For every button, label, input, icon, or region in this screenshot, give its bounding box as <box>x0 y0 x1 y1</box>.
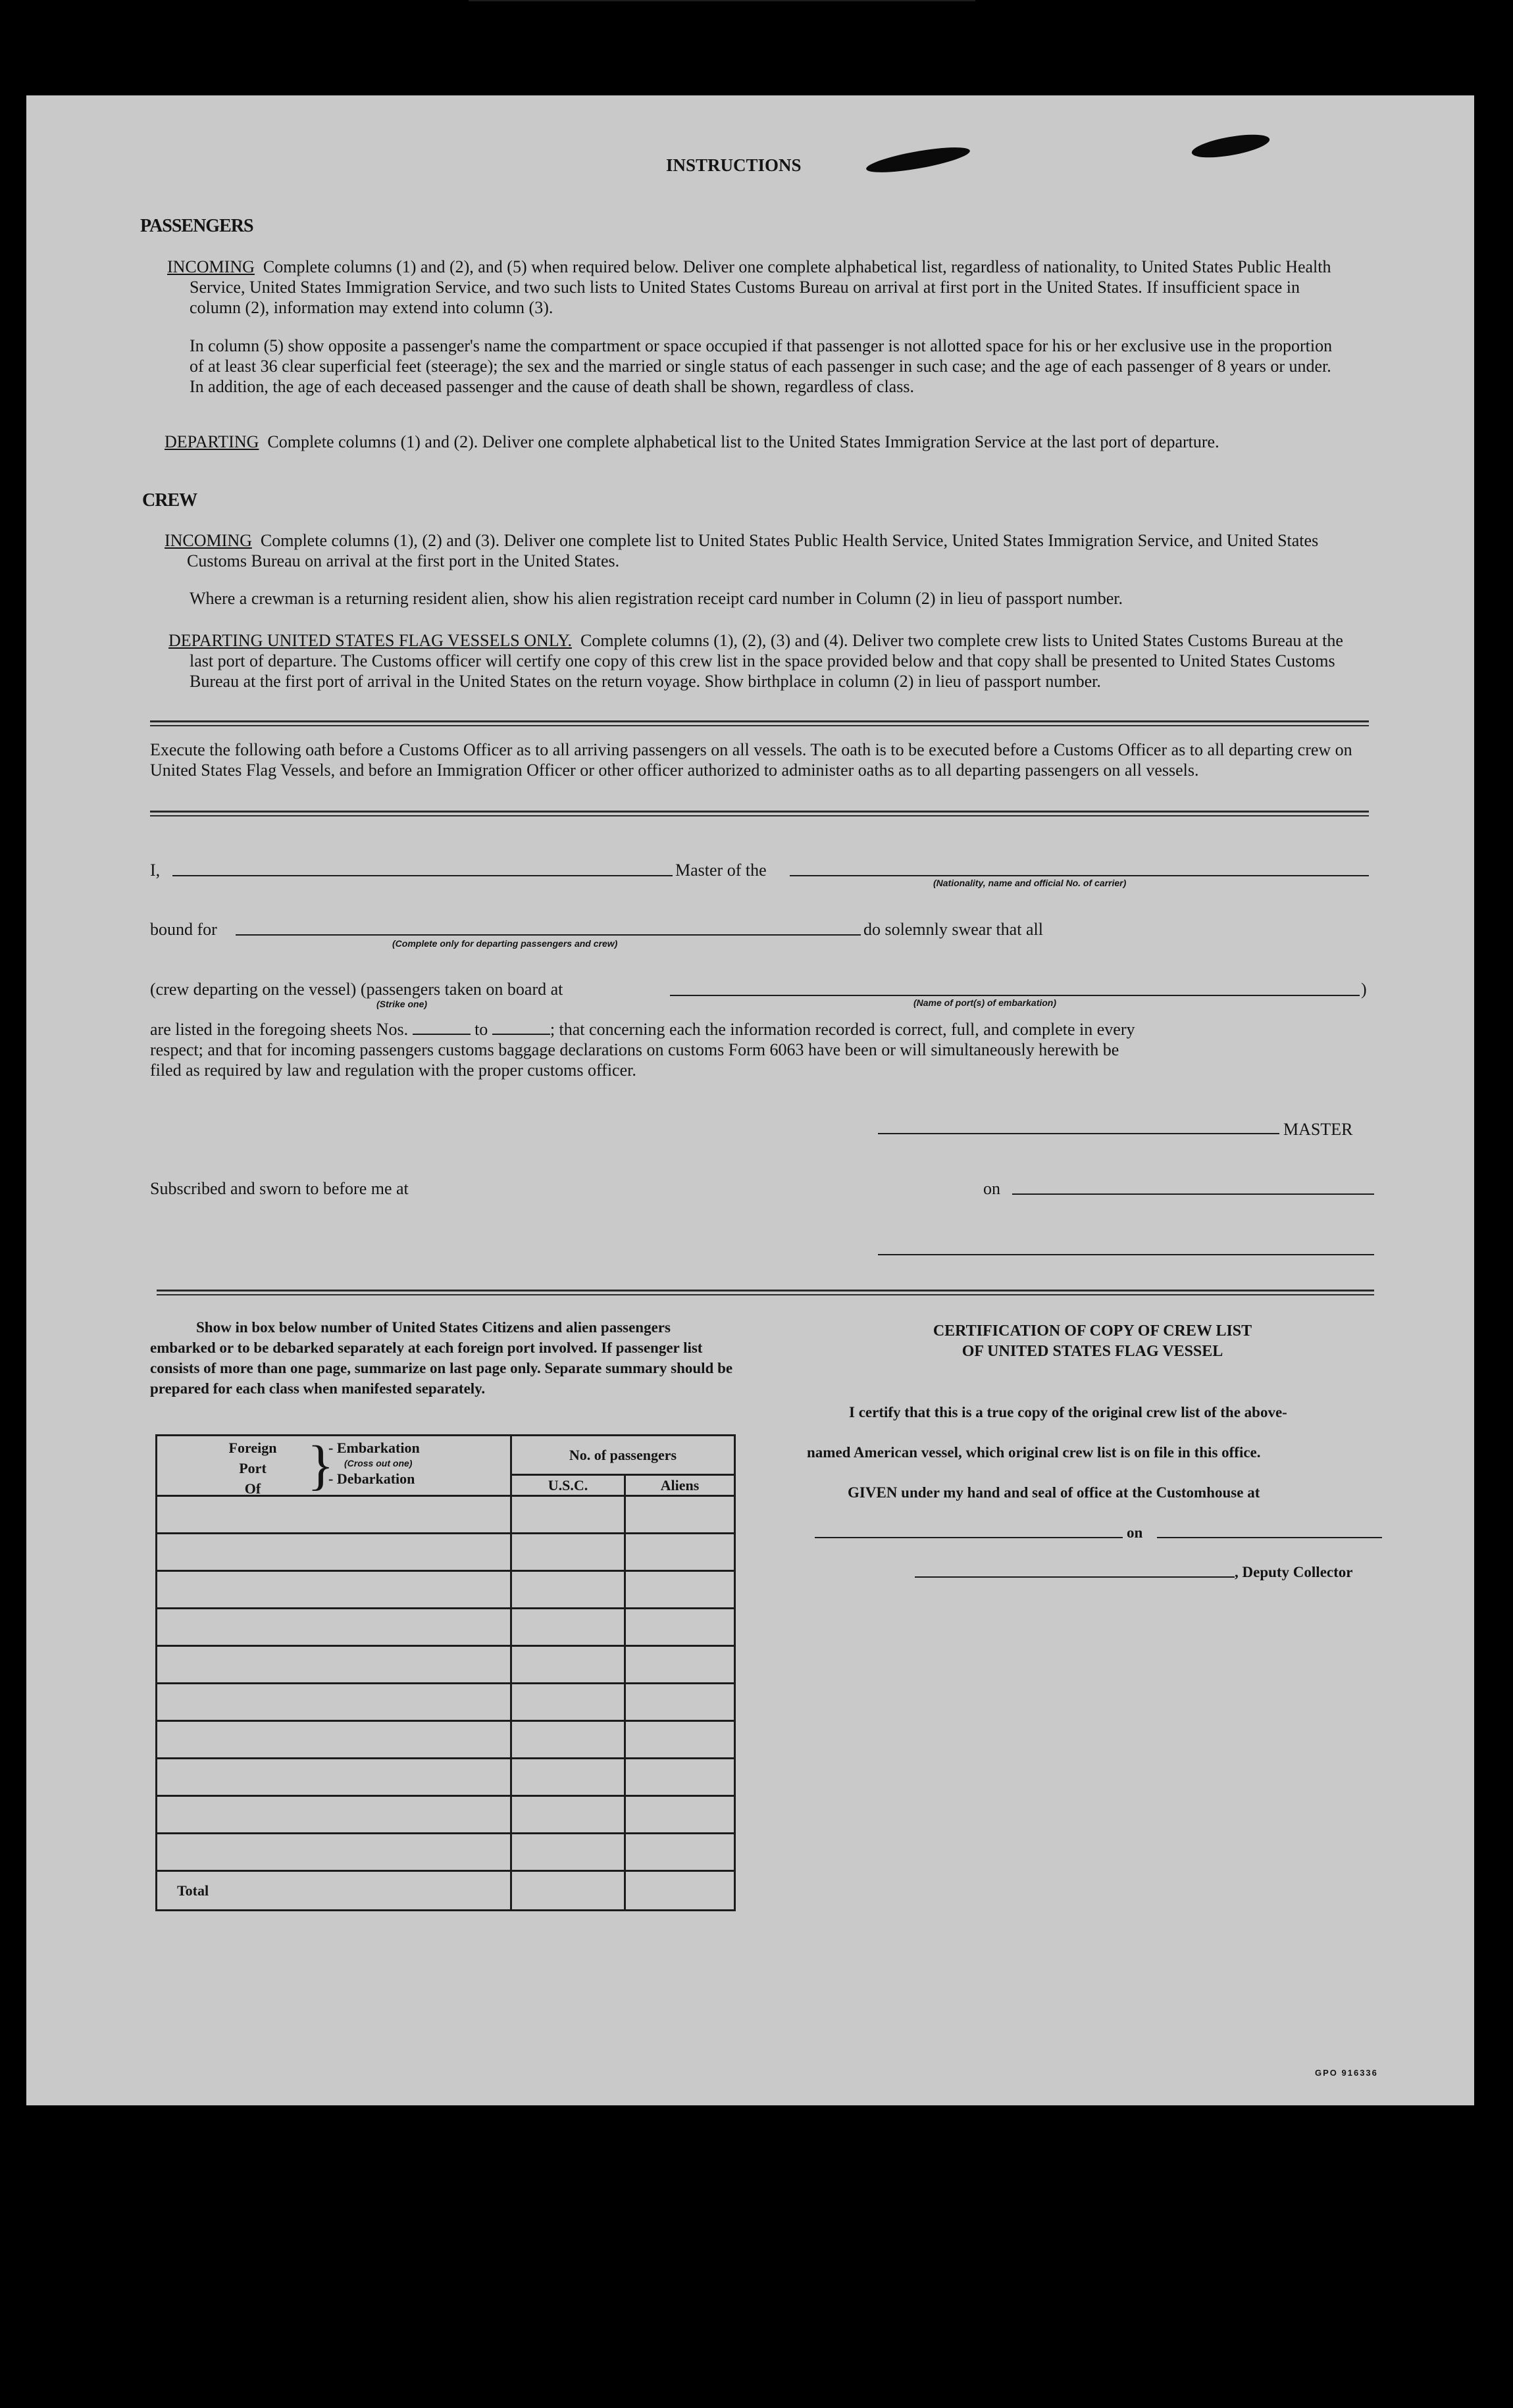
crew-departing-label: DEPARTING UNITED STATES FLAG VESSELS ONLY. <box>168 631 572 650</box>
table-row <box>157 1646 735 1684</box>
debarkation-label: - Debarkation <box>328 1470 415 1487</box>
no-passengers-header: No. of passengers <box>511 1436 735 1475</box>
table-row <box>157 1684 735 1721</box>
aliens-cell[interactable] <box>625 1609 735 1646</box>
crew-incoming <box>165 530 1345 571</box>
passengers-departing <box>165 432 1345 452</box>
oath-instruction: Execute the following oath before a Customs Officer as to all arriving passengers on all vessels. The oath is to be executed before a Customs Officer as to all departing crew on United States Flag Vessels, and before an Immigration Officer or other officer authorized to administer oaths as to all departing passengers on all vessels. <box>150 740 1352 780</box>
incoming-label: INCOMING <box>167 257 255 276</box>
table-row <box>157 1796 735 1834</box>
incoming-text: Complete columns (1) and (2), and (5) when required below. Deliver one complete alphabetical list, regardless of nationality, to United States Public Health Service, United States Immigration Service, and two such lists to United States Customs Bureau on arrival at first port in the United States. If insufficient space in column (2), information may extend into column (3). <box>190 257 1331 317</box>
sheet-from-field[interactable] <box>413 1019 471 1035</box>
nationality-hint: (Nationality, name and official No. of carrier) <box>933 878 1127 888</box>
subscribed-label: Subscribed and sworn to before me at <box>150 1179 409 1198</box>
port-cell[interactable] <box>157 1721 511 1759</box>
page-title: INSTRUCTIONS <box>666 155 802 175</box>
port-cell[interactable] <box>157 1571 511 1609</box>
crew-departing-text: Complete columns (1), (2), (3) and (4). Deliver two complete crew lists to United States Customs Bureau at the last port of departure. The Customs officer will certify one copy of this crew list in the space provided below and that copy shall be presented to United States Customs Bureau at the first port of arrival in the United States on the return voyage. Show birthplace in column (2) in lieu of passport number. <box>190 631 1343 691</box>
divider <box>157 1290 1374 1295</box>
usc-cell[interactable] <box>511 1496 625 1534</box>
departing-label: DEPARTING <box>165 432 259 451</box>
cert-line1: I certify that this is a true copy of the original crew list of the above- <box>849 1404 1287 1420</box>
passenger-summary-table <box>155 1434 736 1911</box>
total-usc-cell[interactable] <box>511 1871 625 1911</box>
divider <box>150 811 1369 816</box>
port-cell[interactable] <box>157 1496 511 1534</box>
crew-departing <box>168 630 1345 691</box>
port-cell[interactable] <box>157 1609 511 1646</box>
usc-cell[interactable] <box>511 1646 625 1684</box>
sworn-on-label: on <box>983 1179 1000 1198</box>
deputy-collector-label: , Deputy Collector <box>1235 1564 1353 1580</box>
port-hint: (Name of port(s) of embarkation) <box>913 997 1057 1008</box>
close-paren: ) <box>1361 980 1367 999</box>
usc-cell[interactable] <box>511 1834 625 1871</box>
aliens-cell[interactable] <box>625 1721 735 1759</box>
oath-line2: respect; and that for incoming passengers customs baggage declarations on customs Form 6063 have been or will simultaneously herewith be <box>150 1040 1119 1059</box>
crew-resident: Where a crewman is a returning resident alien, show his alien registration receipt card number in Column (2) in lieu of passport number. <box>190 589 1123 608</box>
port-cell[interactable] <box>157 1834 511 1871</box>
divider <box>150 720 1369 726</box>
officer-signature-field[interactable] <box>878 1254 1374 1255</box>
port-cell[interactable] <box>157 1796 511 1834</box>
usc-cell[interactable] <box>511 1534 625 1571</box>
table-row <box>157 1571 735 1609</box>
total-label: Total <box>157 1871 511 1911</box>
master-label: MASTER <box>1283 1120 1353 1139</box>
cross-out-hint: (Cross out one) <box>344 1458 413 1468</box>
crew-departing-label-line: (crew departing on the vessel) (passengers taken on board at <box>150 980 563 999</box>
passengers-heading: PASSENGERS <box>140 216 253 236</box>
aliens-cell[interactable] <box>625 1834 735 1871</box>
summary-instructions: Show in box below number of United States Citizens and alien passengers embarked or to be debarked separately at each foreign port involved. If passenger list consists of more than one page, summarize on last page only. Separate summary should be prepared for each class when manifested separately. <box>150 1319 733 1397</box>
usc-cell[interactable] <box>511 1759 625 1796</box>
brace-icon: } <box>307 1435 334 1496</box>
deputy-signature-field[interactable] <box>915 1576 1235 1578</box>
port-cell[interactable] <box>157 1684 511 1721</box>
crew-incoming-label: INCOMING <box>165 531 252 550</box>
master-name-field[interactable] <box>172 875 673 876</box>
usc-cell[interactable] <box>511 1609 625 1646</box>
cert-on-label: on <box>1127 1524 1143 1541</box>
certification-title <box>796 1321 1389 1362</box>
of-label: Of <box>244 1480 261 1497</box>
foreign-label: Foreign <box>228 1440 277 1456</box>
embarkation-label: - Embarkation <box>328 1440 420 1456</box>
aliens-cell[interactable] <box>625 1534 735 1571</box>
table-row <box>157 1496 735 1534</box>
usc-cell[interactable] <box>511 1796 625 1834</box>
aliens-header: Aliens <box>625 1475 735 1496</box>
sworn-place-field[interactable] <box>469 0 975 1</box>
aliens-cell[interactable] <box>625 1759 735 1796</box>
oath-line3: filed as required by law and regulation with the proper customs officer. <box>150 1061 636 1080</box>
usc-cell[interactable] <box>511 1571 625 1609</box>
aliens-cell[interactable] <box>625 1684 735 1721</box>
cert-title-line1: CERTIFICATION OF COPY OF CREW LIST <box>933 1322 1252 1340</box>
passengers-incoming <box>167 257 1345 318</box>
aliens-cell[interactable] <box>625 1496 735 1534</box>
sworn-date-field[interactable] <box>1012 1193 1374 1195</box>
master-signature-field[interactable] <box>878 1133 1279 1134</box>
cert-date-field[interactable] <box>1157 1537 1382 1538</box>
aliens-cell[interactable] <box>625 1796 735 1834</box>
port-cell[interactable] <box>157 1646 511 1684</box>
port-header-cell <box>157 1436 511 1496</box>
to-label: to <box>474 1020 488 1039</box>
sheet-to-field[interactable] <box>492 1019 550 1035</box>
crew-incoming-text: Complete columns (1), (2) and (3). Deliver one complete list to United States Public Health Service, United States Immigration Service, and United States Customs Bureau on arrival at the first port in the United States. <box>187 531 1319 570</box>
listed-post: ; that concerning each the information recorded is correct, full, and complete in every <box>550 1020 1135 1039</box>
passengers-column5 <box>190 336 1345 397</box>
bound-hint: (Complete only for departing passengers and crew) <box>392 938 618 949</box>
listed-pre: are listed in the foregoing sheets Nos. <box>150 1020 409 1039</box>
port-cell[interactable] <box>157 1759 511 1796</box>
total-aliens-cell[interactable] <box>625 1871 735 1911</box>
column5-text: In column (5) show opposite a passenger's name the compartment or space occupied if that passenger is not allotted space for his or her exclusive use in the proportion of at least 36 clear superficial feet (steerage); the sex and the married or single status of each passenger in such case; and the age of each passenger of 8 years or under. In addition, the age of each deceased passenger and the cause of death shall be shown, regardless of class. <box>190 336 1333 396</box>
table-row <box>157 1534 735 1571</box>
aliens-cell[interactable] <box>625 1571 735 1609</box>
cert-line3: GIVEN under my hand and seal of office at the Customhouse at <box>848 1484 1260 1501</box>
table-row <box>157 1721 735 1759</box>
master-of-the-label: Master of the <box>675 861 767 880</box>
port-cell[interactable] <box>157 1534 511 1571</box>
swear-label: do solemnly swear that all <box>863 920 1043 939</box>
departing-text: Complete columns (1) and (2). Deliver one complete alphabetical list to the United States Immigration Service at the last port of departure. <box>267 432 1219 451</box>
aliens-cell[interactable] <box>625 1646 735 1684</box>
oath-body <box>150 1019 1361 1080</box>
customhouse-field[interactable] <box>815 1537 1123 1538</box>
usc-cell[interactable] <box>511 1684 625 1721</box>
strike-hint: (Strike one) <box>376 999 428 1009</box>
port-embarkation-field[interactable] <box>670 995 1360 996</box>
bound-for-field[interactable] <box>236 934 861 936</box>
port-label: Port <box>239 1460 267 1476</box>
table-row <box>157 1609 735 1646</box>
oath-i-label: I, <box>150 861 161 880</box>
usc-header: U.S.C. <box>511 1475 625 1496</box>
footer-print-code: GPO 916336 <box>1315 2068 1378 2078</box>
table-row <box>157 1834 735 1871</box>
table-row <box>157 1759 735 1796</box>
crew-heading: CREW <box>142 490 197 511</box>
bound-for-label: bound for <box>150 920 217 939</box>
carrier-field[interactable] <box>790 875 1369 876</box>
cert-title-line2: OF UNITED STATES FLAG VESSEL <box>962 1343 1223 1360</box>
cert-line2: named American vessel, which original crew list is on file in this office. <box>807 1444 1261 1461</box>
usc-cell[interactable] <box>511 1721 625 1759</box>
